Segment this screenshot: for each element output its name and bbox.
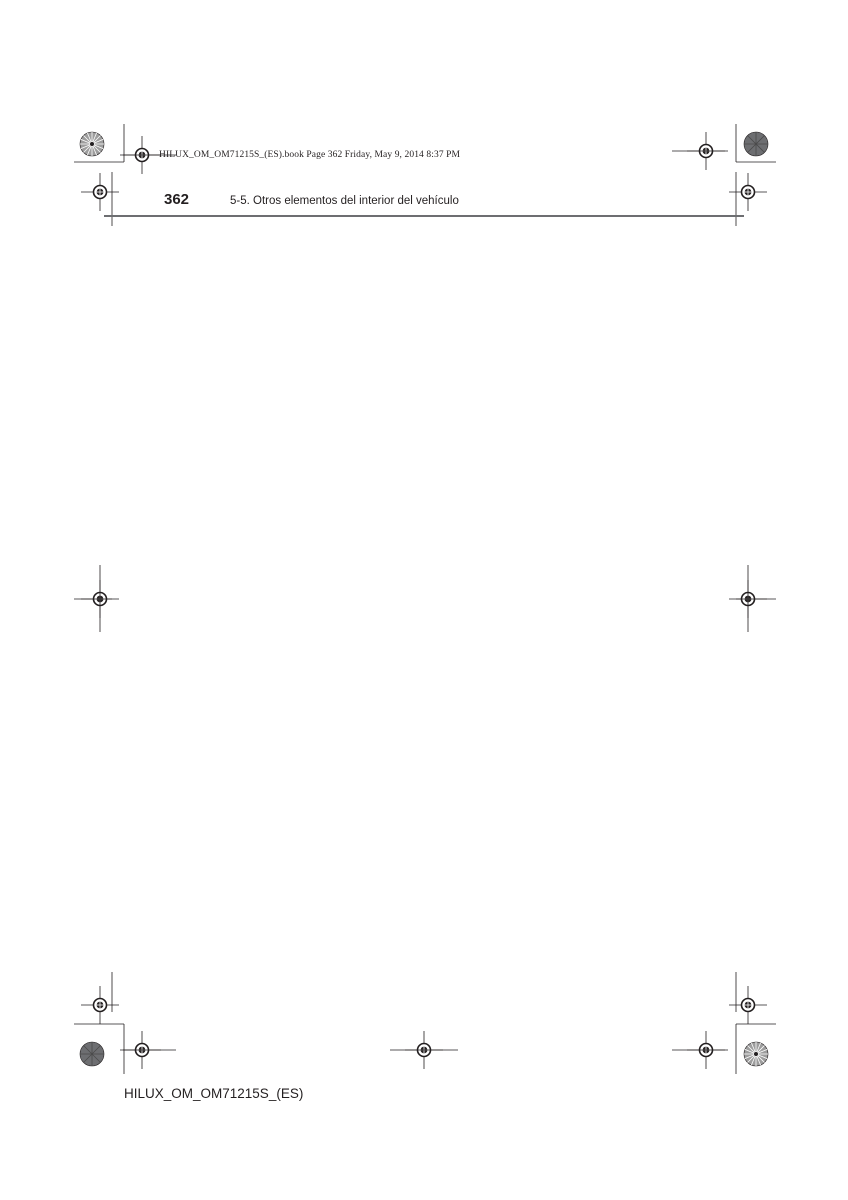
crosshair-registration-icon xyxy=(81,986,119,1024)
starburst-target-icon xyxy=(80,1042,104,1066)
crop-lines xyxy=(74,124,776,1074)
crosshair-registration-icon xyxy=(729,173,767,211)
starburst-target-icon xyxy=(744,1042,768,1066)
print-slug-line: HILUX_OM_OM71215S_(ES).book Page 362 Friday, May 9, 2014 8:37 PM xyxy=(159,150,461,160)
page-number: 362 xyxy=(164,191,190,208)
crosshair-registration-icon xyxy=(729,986,767,1024)
footer-document-code: HILUX_OM_OM71215S_(ES) xyxy=(124,1086,304,1101)
crosshair-registration-icon xyxy=(81,173,119,211)
starburst-target-icon xyxy=(744,132,768,156)
starburst-target-icon xyxy=(80,132,104,156)
section-title: 5-5. Otros elementos del interior del vehículo xyxy=(230,195,459,207)
header-rule xyxy=(104,215,744,217)
